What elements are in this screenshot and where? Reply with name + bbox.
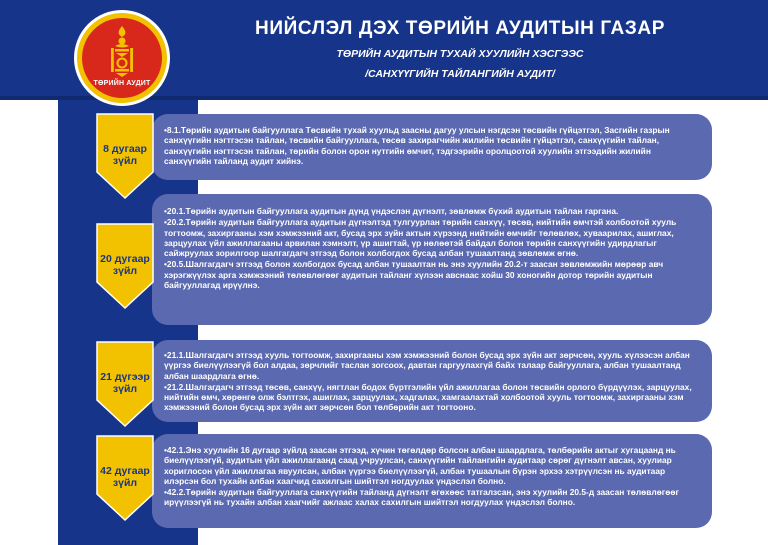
article-20-label: 20 дугаар зүйл bbox=[100, 253, 150, 277]
logo-text: ТӨРИЙН АУДИТ bbox=[93, 80, 151, 87]
page-subtitle: ТӨРИЙН АУДИТЫН ТУХАЙ ХУУЛИЙН ХЭСГЭЭС bbox=[336, 48, 584, 60]
article-21-label: 21 дүгээр зүйл bbox=[100, 371, 150, 395]
article-42-box bbox=[152, 434, 712, 528]
page-subtitle-2: /САНХҮҮГИЙН ТАЙЛАНГИЙН АУДИТ/ bbox=[365, 68, 555, 80]
title-block bbox=[200, 18, 720, 80]
page-title: НИЙСЛЭЛ ДЭХ ТӨРИЙН АУДИТЫН ГАЗАР bbox=[255, 18, 665, 39]
article-20-paragraph-2: •20.2.Төрийн аудитын байгууллага аудитын дүгнэлтэд тулгуурлан төрийн санхүү, төсөв, нийтийн өмчтэй холбоотой хууль тогтоомж, захиргааны хэм хэмжээний акт, бусад эрх зүйн актын хүрээнд нийтийн өмчийг төлөвлөх, хуваарилах, ашиглах, зарцуулах үйл ажиллагааны арвилан хэмнэлт, үр ашигтай, үр нөлөөтэй байдал болон төрийн санхүүгийн удирдлагыг сайжруулах зорилгоор шалгагдагч этгээд болон холбогдох бусад албан тушаалтанд зөвлөмж өгнө. bbox=[164, 217, 677, 259]
article-8-paragraph: •8.1.Төрийн аудитын байгууллага Төсвийн тухай хуульд заасны дагуу улсын нэгдсэн төсвийн гүйцэтгэл, Засгийн газрын санхүүгийн нэгтгэсэн тайлан, төсвийн байгууллага, төсөв захирагчийн жилийн төсвийн гүйцэтгэл, санхүүгийн тайлан, санхүүгийн нэгтгэсэн тайлан, төрийн болон орон нутгийн өмчит, тэдгээрийн оролцоотой хуулийн этгээдийн жилийн санхүүгийн тайланд аудит хийнэ. bbox=[164, 125, 670, 166]
article-42-paragraph-2: •42.2.Төрийн аудитын байгууллага санхүүгийн тайланд дүгнэлт өгөхөөс татгалзсан, энэ хуулийн 20.5-д заасан төлөвлөгөөг ирүүлээгүй нь тухайн албан хаагчийг ажлаас халах сахилгын шийтгэл ногдуулах үндэслэл болно. bbox=[164, 487, 679, 508]
article-20-paragraph-3: •20.5.Шалгагдагч этгээд болон холбогдох бусад албан тушаалтан нь энэ хуулийн 20.2-т заасан зөвлөмжийн мөрөөр авч хэрэгжүүлэх арга хэмжээний төлөвлөгөөг аудитын тайланг хүлээн авснаас хойш 30 хоногийн дотор төрийн аудитын байгууллагад ирүүлнэ. bbox=[164, 259, 664, 291]
article-21-paragraph-2: •21.2.Шалгагдагч этгээд төсөв, санхүү, нягтлан бодох бүртгэлийн үйл ажиллагаа болон төсвийн орлого бүрдүүлэх, зарцуулах, нийтийн өмч, хөрөнгө олж бэлтгэх, ашиглах, зарцуулах, хадгалах, хамгаалахтай холбоотой хууль тогтоомж, захиргааны хэм хэмжээний болон бусад эрх зүйн акт зөрчсөн бол төлбөрийн акт тогтооно. bbox=[164, 381, 692, 413]
article-20-paragraph-1: •20.1.Төрийн аудитын байгууллага аудитын дүнд үндэслэн дүгнэлт, зөвлөмж бүхий аудитын тайлан гаргана. bbox=[164, 206, 619, 216]
article-20-box bbox=[152, 194, 712, 325]
article-42-arrow bbox=[95, 434, 155, 522]
article-42-label: 42 дугаар зүйл bbox=[100, 465, 150, 489]
article-8-label: 8 дугаар зүйл bbox=[103, 143, 147, 167]
article-21-box bbox=[152, 340, 712, 422]
article-20-arrow bbox=[95, 222, 155, 310]
article-8-arrow bbox=[95, 112, 155, 200]
article-21-paragraph-1: •21.1.Шалгагдагч этгээд хууль тогтоомж, захиргааны хэм хэмжээний болон бусад эрх зүйн акт зөрчсөн, хууль хүлээсэн албан үүргээ биелүүлээгүй бол алдаа, зөрчлийг таслан зогсоох, давтан гаргуулахгүй байх талаар байгууллага, албан тушаалтанд албан шаардлага өгнө. bbox=[164, 350, 690, 381]
article-21-arrow bbox=[95, 340, 155, 428]
logo-emblem bbox=[82, 18, 162, 98]
article-42-paragraph-1: •42.1.Энэ хуулийн 16 дугаар зүйлд заасан этгээд, хүчин төгөлдөр болсон албан шаардлага, төлбөрийн актыг хугацаанд нь биелүүлээгүй, аудитын үйл ажиллагаанд саад учруулсан, санхүүгийн тайлангийн аудитаар сөрөг дүгнэлт авсан, хуулиар хориглосон үйл ажиллагаа явуулсан, албан үүргээ биелүүлээгүй, албан тушаалын бүрэн эрхээ хэтрүүлсэн нь аудитаар илэрсэн бол тухайн албан хаагчид сахилгын шийтгэл ногдуулах үндэслэл болно. bbox=[164, 445, 676, 486]
article-8-box bbox=[152, 114, 712, 180]
audit-logo bbox=[74, 10, 170, 106]
